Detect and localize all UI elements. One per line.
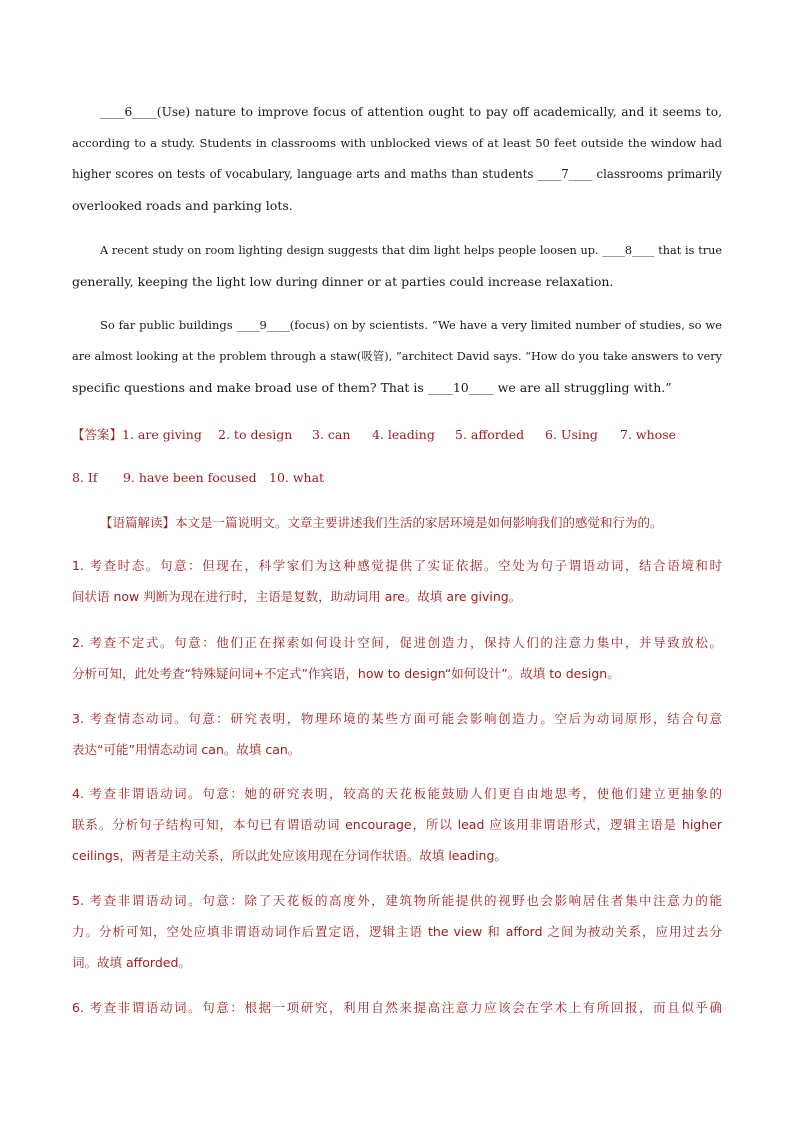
analysis-line: 2. 考查不定式。句意：他们正在探索如何设计空间，促进创造力，保持人们的注意力集中，并导致放松。 bbox=[72, 635, 722, 650]
analysis-intro bbox=[72, 507, 722, 538]
analysis-line: ceilings，两者是主动关系，所以此处应该用现在分词作状语。故填 leading。 bbox=[72, 848, 507, 863]
analysis-line: 联系。分析句子结构可知，本句已有谓语动词 encourage，所以 lead 应该用非谓语形式，逻辑主语是 higher bbox=[72, 817, 722, 832]
passage-line: generally, keeping the light low during dinner or at parties could increase relaxation. bbox=[72, 274, 614, 289]
answer-item: 9. have been focused bbox=[123, 470, 257, 485]
analysis-line: 【语篇解读】本文是一篇说明文。文章主要讲述我们生活的家居环境是如何影响我们的感觉和行为的。 bbox=[100, 515, 663, 530]
passage-line: according to a study. Students in classrooms with unblocked views of at least 50 feet outside the window had bbox=[72, 136, 722, 150]
analysis-line: 5. 考查非谓语动词。句意：除了天花板的高度外，建筑物所能提供的视野也会影响居住者集中注意力的能 bbox=[72, 893, 722, 908]
passage-paragraph-3 bbox=[72, 310, 722, 403]
answer-item: 6. Using bbox=[545, 427, 598, 442]
analysis-item-1 bbox=[72, 550, 722, 612]
answer-item: 3. can bbox=[312, 427, 351, 442]
passage-line: A recent study on room lighting design suggests that dim light helps people loosen up. ____8____ that is true bbox=[100, 244, 722, 257]
passage-line: overlooked roads and parking lots. bbox=[72, 198, 293, 213]
answer-row-1 bbox=[72, 425, 676, 443]
passage-line: higher scores on tests of vocabulary, language arts and maths than students ____7____ classrooms primarily bbox=[72, 167, 722, 181]
answer-item: 1. are giving bbox=[122, 427, 202, 442]
analysis-line: 1. 考查时态。句意：但现在，科学家们为这种感觉提供了实证依据。空处为句子谓语动词，结合语境和时 bbox=[72, 558, 722, 573]
passage-line: are almost looking at the problem through a staw(吸管), ”architect David says. “How do you take answers to very bbox=[72, 350, 722, 363]
answer-label: 【答案】 bbox=[72, 427, 123, 442]
analysis-line: 词。故填 afforded。 bbox=[72, 955, 191, 970]
analysis-line: 表达“可能”用情态动词 can。故填 can。 bbox=[72, 742, 301, 757]
answer-item: 4. leading bbox=[372, 427, 435, 442]
passage-paragraph-2 bbox=[72, 235, 722, 297]
analysis-line: 6. 考查非谓语动词。句意：根据一项研究，利用自然来提高注意力应该会在学术上有所回报，而且似乎确 bbox=[72, 1000, 722, 1015]
analysis-line: 间状语 now 判断为现在进行时，主语是复数，助动词用 are。故填 are giving。 bbox=[72, 589, 522, 604]
analysis-item-3 bbox=[72, 703, 722, 765]
answer-item: 5. afforded bbox=[455, 427, 525, 442]
answer-item: 7. whose bbox=[620, 427, 677, 442]
analysis-line: 力。分析可知，空处应填非谓语动词作后置定语，逻辑主语 the view 和 afford 之间为被动关系，应用过去分 bbox=[72, 924, 722, 939]
answer-item: 10. what bbox=[269, 470, 325, 485]
analysis-item-2 bbox=[72, 627, 722, 689]
analysis-item-6 bbox=[72, 992, 722, 1023]
passage-line: specific questions and make broad use of them? That is ____10____ we are all struggling with.” bbox=[72, 380, 672, 395]
passage-line: So far public buildings ____9____(focus) on by scientists. “We have a very limited number of studies, so we bbox=[100, 318, 722, 332]
analysis-line: 分析可知，此处考查“特殊疑问词+不定式”作宾语，how to design“如何设计”。故填 to design。 bbox=[72, 666, 620, 681]
analysis-item-5 bbox=[72, 885, 722, 978]
answer-item: 8. If bbox=[72, 470, 98, 485]
analysis-line: 4. 考查非谓语动词。句意：她的研究表明，较高的天花板能鼓励人们更自由地思考，使他们建立更抽象的 bbox=[72, 786, 722, 801]
answer-row-2 bbox=[72, 470, 324, 485]
analysis-item-4 bbox=[72, 778, 722, 871]
passage-paragraph-1 bbox=[72, 97, 722, 221]
answer-item: 2. to design bbox=[218, 427, 293, 442]
passage-line: ____6____(Use) nature to improve focus of attention ought to pay off academically, and it seems to, bbox=[100, 105, 722, 119]
analysis-line: 3. 考查情态动词。句意：研究表明，物理环境的某些方面可能会影响创造力。空后为动词原形，结合句意 bbox=[72, 711, 722, 726]
